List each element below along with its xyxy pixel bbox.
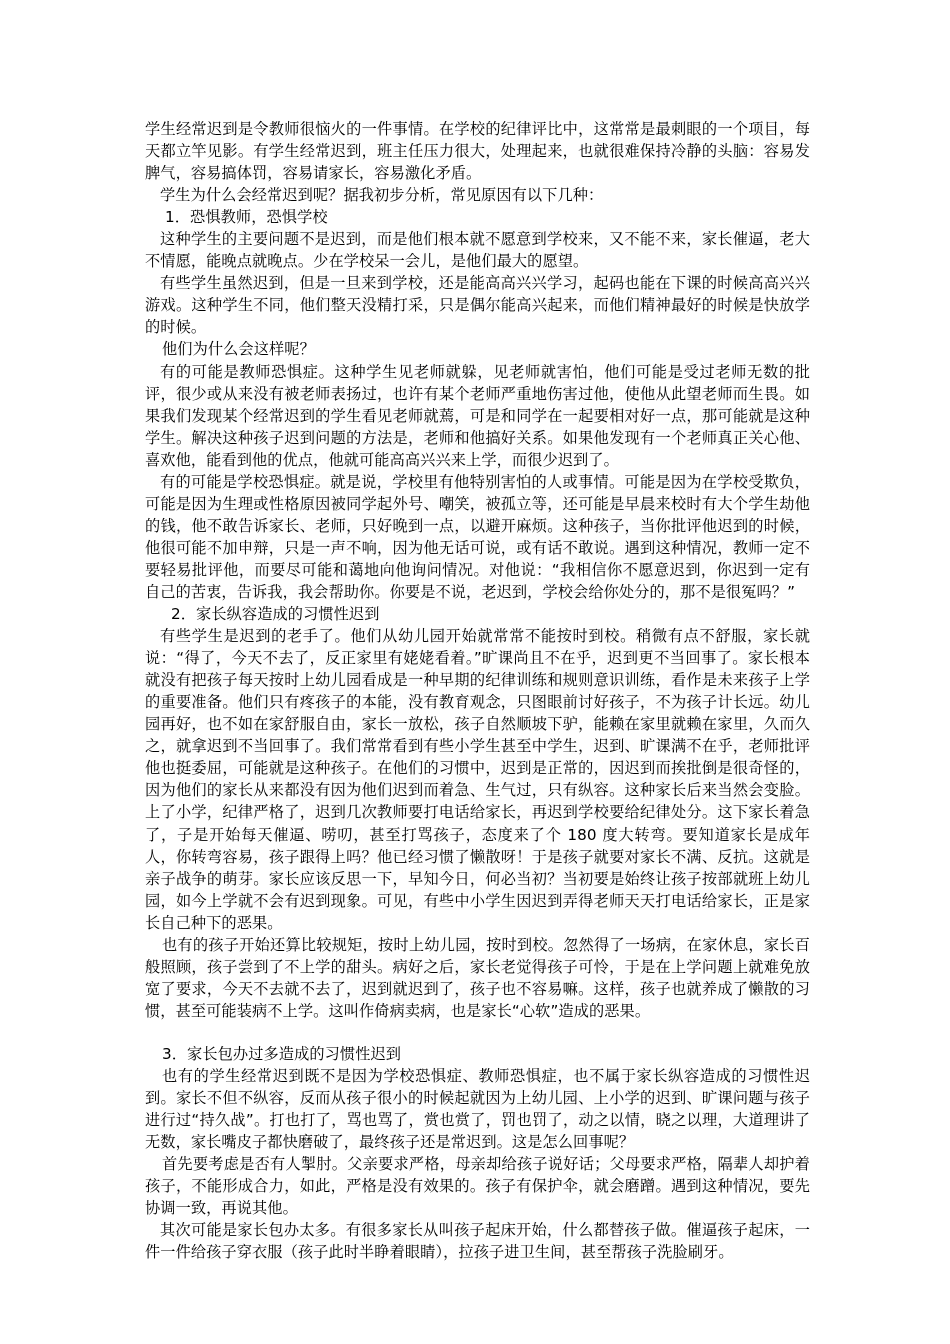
- paragraph: 首先要考虑是否有人掣肘。父亲要求严格，母亲却给孩子说好话；父母要求严格，隔辈人却护着孩子，不能形成合力，如此，严格是没有效果的。孩子有保护伞，就会磨蹭。遇到这种情况，要先协调一致，再说其他。: [145, 1155, 810, 1218]
- paragraph: 其次可能是家长包办太多。有很多家长从叫孩子起床开始，什么都替孩子做。催逼孩子起床，一件一件给孩子穿衣服（孩子此时半睁着眼睛），拉孩子进卫生间，甚至帮孩子洗脸刷牙。: [145, 1221, 810, 1262]
- paragraph: 也有的学生经常迟到既不是因为学校恐惧症、教师恐惧症，也不属于家长纵容造成的习惯性迟到。家长不但不纵容，反而从孩子很小的时候起就因为上幼儿园、上小学的迟到、旷课问题与孩子进行过“持久战”。打也打了，骂也骂了，赏也赏了，罚也罚了，动之以情，晓之以理，大道理讲了无数，家长嘴皮子都快磨破了，最终孩子还是常迟到。这是怎么回事呢？: [145, 1066, 810, 1152]
- paragraph-question: 学生为什么会经常迟到呢？据我初步分析，常见原因有以下几种：: [160, 186, 604, 205]
- paragraph: 有的可能是学校恐惧症。就是说，学校里有他特别害怕的人或事情。可能是因为在学校受欺负，可能是因为生理或性格原因被同学起外号、嘲笑，被孤立等，还可能是早晨来校时有大个学生劫他的钱，他不敢告诉家长、老师，只好晚到一点，以避开麻烦。这种孩子，当你批评他迟到的时候，他很可能不加申辩，只是一声不响，因为他无话可说，或有话不敢说。遇到这种情况，教师一定不要轻易批评他，而要尽可能和蔼地向他询问情况。对他说：“我相信你不愿意迟到，你迟到一定有自己的苦衷，告诉我，我会帮助你。你要是不说，老迟到，学校会给你处分的，那不是很冤吗？”: [145, 472, 810, 601]
- paragraph: 也有的孩子开始还算比较规矩，按时上幼儿园，按时到校。忽然得了一场病，在家休息，家长百般照顾，孩子尝到了不上学的甜头。病好之后，家长老觉得孩子可怜，于是在上学问题上就难免放宽了要求，今天不去就不去了，迟到就迟到了，孩子也不容易嘛。这样，孩子也就养成了懒散的习惯，甚至可能装病不上学。这叫作倚病卖病，也是家长“心软”造成的恶果。: [145, 935, 810, 1020]
- paragraph: 有些学生虽然迟到，但是一旦来到学校，还是能高高兴兴学习，起码也能在下课的时候高高兴兴游戏。这种学生不同，他们整天没精打采，只是偶尔能高兴起来，而他们精神最好的时候是快放学的时候。: [145, 274, 810, 337]
- heading-section-1: 1．恐惧教师，恐惧学校: [165, 208, 328, 227]
- paragraph: 有的可能是教师恐惧症。这种学生见老师就躲，见老师就害怕，他们可能是受过老师无数的批评，很少或从来没有被老师表扬过，也许有某个老师严重地伤害过他，使他从此望老师而生畏。如果我们发现某个经常迟到的学生看见老师就蔫，可是和同学在一起要相对好一点，那可能就是这种学生。解决这种孩子迟到问题的方法是，老师和他搞好关系。如果他发现有一个老师真正关心他、喜欢他，能看到他的优点，他就可能高高兴兴来上学，而很少迟到了。: [145, 362, 810, 469]
- heading-section-2: 2．家长纵容造成的习惯性迟到: [171, 605, 380, 624]
- document-page: [145, 118, 810, 1263]
- paragraph-intro: 学生经常迟到是令教师很恼火的一件事情。在学校的纪律评比中，这常常是最刺眼的一个项目，每天都立竿见影。有学生经常迟到，班主任压力很大，处理起来，也就很难保持冷静的头脑：容易发脾气，容易搞体罚，容易请家长，容易激化矛盾。: [145, 120, 810, 183]
- heading-section-3: 3．家长包办过多造成的习惯性迟到: [162, 1044, 402, 1063]
- paragraph: 他们为什么会这样呢？: [162, 340, 315, 359]
- paragraph-spacer: [145, 1022, 810, 1043]
- paragraph: 这种学生的主要问题不是迟到，而是他们根本就不愿意到学校来，又不能不来，家长催逼，老大不情愿，能晚点就晚点。少在学校呆一会儿，是他们最大的愿望。: [145, 230, 810, 271]
- paragraph: 有些学生是迟到的老手了。他们从幼儿园开始就常常不能按时到校。稍微有点不舒服，家长就说：“得了，今天不去了，反正家里有姥姥看着。”旷课尚且不在乎，迟到更不当回事了。家长根本就没有把孩子每天按时上幼儿园看成是一种早期的纪律训练和规则意识训练，看作是未来孩子上学的重要准备。他们只有疼孩子的本能，没有教育观念，只图眼前讨好孩子，不为孩子计长远。幼儿园再好，也不如在家舒服自由，家长一放松，孩子自然顺坡下驴，能赖在家里就赖在家里，久而久之，就拿迟到不当回事了。我们常常看到有些小学生甚至中学生，迟到、旷课满不在乎，老师批评他也挺委屈，可能就是这种孩子。在他们的习惯中，迟到是正常的，因迟到而挨批倒是很奇怪的，因为他们的家长从来都没有因为他们迟到而着急、生气过，只有纵容。这种家长后来当然会变脸。上了小学，纪律严格了，迟到几次教师要打电话给家长，再迟到学校要给纪律处分。这下家长着急了，子是开始每天催逼、唠叨，甚至打骂孩子，态度来了个 180 度大转弯。要知道家长是成年人，你转弯容易，孩子跟得上吗？他已经习惯了懒散呀！于是孩子就要对家长不满、反抗。这就是亲子战争的萌芽。家长应该反思一下，早知今日，何必当初？当初要是始终让孩子按部就班上幼儿园，如今上学就不会有迟到现象。可见，有些中小学生因迟到弄得老师天天打电话给家长，正是家长自己种下的恶果。: [145, 627, 810, 932]
